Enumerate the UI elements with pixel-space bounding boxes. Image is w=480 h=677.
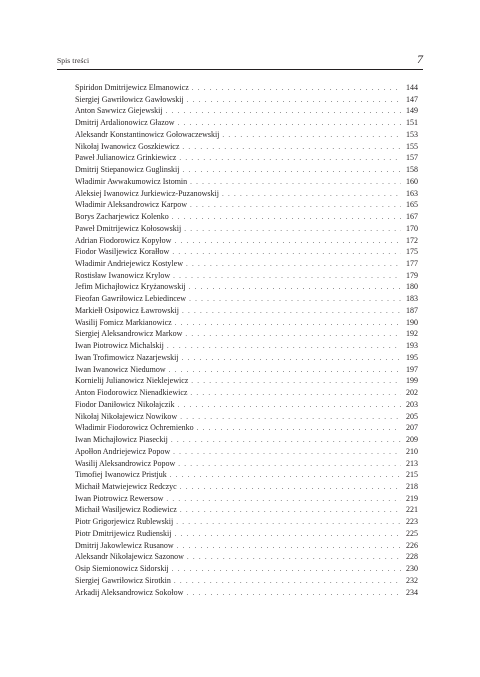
toc-entry-page: 213	[406, 458, 418, 468]
toc-entry-name: Piotr Dmitrijewicz Rudienskij	[75, 528, 172, 538]
toc-entry-page: 158	[406, 165, 418, 175]
toc-entry	[75, 516, 418, 528]
toc-entry-name: Michaił Matwiejewicz Redczyc	[75, 481, 177, 491]
dot-leader	[186, 588, 401, 600]
dot-leader	[189, 294, 401, 306]
toc-entry	[75, 481, 418, 493]
toc-entry	[75, 258, 418, 270]
toc-entry-page: 190	[406, 317, 418, 327]
toc-entry-name: Nikołaj Iwanowicz Goszkiewicz	[75, 141, 180, 151]
dot-leader	[172, 564, 401, 576]
toc-entry-name: Władimir Awwakumowicz Istomin	[75, 176, 188, 186]
toc-entry	[75, 364, 418, 376]
toc-entry-name: Iwan Iwanowicz Niedumow	[75, 364, 166, 374]
toc-entry-page: 223	[406, 517, 418, 527]
dot-leader	[182, 306, 401, 318]
toc-entry-page: 230	[406, 564, 418, 574]
dot-leader	[180, 482, 401, 494]
toc-entry-page: 218	[406, 481, 418, 491]
toc-entry	[75, 575, 418, 587]
toc-entry-name: Jefim Michajłowicz Kryżanowskij	[75, 282, 186, 292]
toc-entry	[75, 528, 418, 540]
toc-entry-name: Adrian Fiodorowicz Kopyłow	[75, 235, 172, 245]
running-header	[57, 52, 423, 68]
dot-leader	[172, 212, 401, 224]
toc-entry-page: 209	[406, 435, 418, 445]
dot-leader	[173, 271, 401, 283]
toc-entry-name: Timofiej Iwanowicz Pristjuk	[75, 470, 167, 480]
toc-entry-name: Anton Fiodorowicz Nienadkiewicz	[75, 388, 188, 398]
toc-entry	[75, 246, 418, 258]
toc-entry	[75, 446, 418, 458]
toc-entry-page: 147	[406, 94, 418, 104]
toc-entry-name: Nikołaj Nikołajewicz Nowikow	[75, 411, 178, 421]
toc-entry-page: 144	[406, 83, 418, 92]
toc-entry	[75, 152, 418, 164]
dot-leader	[180, 505, 401, 517]
toc-entry-page: 210	[406, 446, 418, 456]
dot-leader	[177, 541, 401, 553]
dot-leader	[186, 259, 401, 271]
toc-entry-name: Dmitrij Jakowlewicz Rusanow	[75, 540, 174, 550]
toc-entry	[75, 305, 418, 317]
toc-entry-page: 167	[406, 212, 418, 222]
dot-leader	[180, 412, 401, 424]
dot-leader	[182, 165, 401, 177]
dot-leader	[222, 130, 401, 142]
toc-entry-name: Kornielij Julianowicz Nieklejewicz	[75, 376, 189, 386]
dot-leader	[222, 189, 401, 201]
toc-entry	[75, 352, 418, 364]
toc-entry	[75, 328, 418, 340]
toc-entry-page: 157	[406, 153, 418, 163]
dot-leader	[185, 329, 401, 341]
toc-entry-name: Aleksandr Konstantinowicz Gołowaczewskij	[75, 129, 220, 139]
toc-entry	[75, 422, 418, 434]
toc-entry-page: 199	[406, 376, 418, 386]
dot-leader	[190, 388, 401, 400]
toc-entry-name: Władimir Andriejewicz Kostylew	[75, 259, 183, 269]
dot-leader	[166, 494, 401, 506]
dot-leader	[184, 224, 401, 236]
dot-leader	[172, 247, 401, 259]
dot-leader	[182, 142, 401, 154]
toc-entry	[75, 493, 418, 505]
toc-entry	[75, 235, 418, 247]
toc-entry	[75, 317, 418, 329]
toc-entry-page: 192	[406, 329, 418, 339]
dot-leader	[170, 470, 401, 482]
dot-leader	[174, 529, 401, 541]
toc-entry-page: 179	[406, 270, 418, 280]
dot-leader	[187, 95, 401, 107]
toc-entry	[75, 164, 418, 176]
page-number: 7	[417, 52, 423, 66]
toc-entry	[75, 105, 418, 117]
toc-entry-name: Władimir Fiodorowicz Ochremienko	[75, 423, 194, 433]
toc-entry	[75, 387, 418, 399]
toc-entry	[75, 82, 418, 94]
toc-entry-page: 183	[406, 294, 418, 304]
dot-leader	[174, 236, 401, 248]
toc-entry-page: 172	[406, 235, 418, 245]
toc-entry-name: Fiodor Wasiljewicz Korałłow	[75, 247, 170, 257]
toc-entry-name: Piotr Grigorjewicz Rublewskij	[75, 517, 174, 527]
toc-entry	[75, 94, 418, 106]
toc-entry	[75, 129, 418, 141]
toc-entry-name: Fiodor Daniłowicz Nikołajczik	[75, 399, 175, 409]
toc-entry-page: 219	[406, 493, 418, 503]
table-of-contents	[75, 82, 418, 598]
toc-entry-page: 149	[406, 106, 418, 116]
toc-entry-page: 187	[406, 305, 418, 315]
dot-leader	[171, 435, 401, 447]
dot-leader	[178, 459, 401, 471]
toc-entry-name: Aleksiej Iwanowicz Jurkiewicz-Puzanowskij	[75, 188, 219, 198]
toc-entry	[75, 469, 418, 481]
toc-entry-name: Aleksandr Nikołajewicz Sazonow	[75, 552, 184, 562]
toc-entry-name: Wasilij Aleksandrowicz Popow	[75, 458, 176, 468]
dot-leader	[190, 177, 401, 189]
toc-entry-name: Dmitrij Ardalionowicz Głazow	[75, 118, 175, 128]
toc-entry-name: Spiridon Dmitrijewicz Elmanowicz	[75, 83, 189, 92]
toc-entry	[75, 434, 418, 446]
toc-entry-name: Władimir Aleksandrowicz Karpow	[75, 200, 187, 210]
toc-entry-name: Michaił Wasiljewicz Rodiewicz	[75, 505, 177, 515]
toc-entry-page: 153	[406, 129, 418, 139]
toc-entry-page: 177	[406, 259, 418, 269]
toc-entry-name: Iwan Piotrowicz Rewersow	[75, 493, 164, 503]
dot-leader	[190, 200, 401, 212]
toc-entry-name: Wasilij Fomicz Markianowicz	[75, 317, 172, 327]
toc-entry-name: Siergiej Aleksandrowicz Markow	[75, 329, 183, 339]
toc-entry-name: Osip Siemionowicz Sidorskij	[75, 564, 169, 574]
toc-entry-page: 165	[406, 200, 418, 210]
toc-entry	[75, 199, 418, 211]
toc-entry-name: Paweł Dmitrijewicz Kołosowskij	[75, 223, 182, 233]
toc-entry-page: 215	[406, 470, 418, 480]
toc-entry-name: Fieofan Gawriłowicz Lebiedincew	[75, 294, 187, 304]
toc-entry	[75, 223, 418, 235]
toc-entry-page: 207	[406, 423, 418, 433]
header-rule	[57, 69, 423, 70]
toc-entry-name: Apołłon Andriejewicz Popow	[75, 446, 171, 456]
toc-entry	[75, 540, 418, 552]
dot-leader	[192, 83, 401, 95]
toc-entry-name: Iwan Trofimowicz Nazarjewskij	[75, 352, 179, 362]
toc-entry-page: 170	[406, 223, 418, 233]
toc-entry	[75, 176, 418, 188]
toc-entry	[75, 117, 418, 129]
toc-entry	[75, 340, 418, 352]
toc-entry-name: Iwan Piotrowicz Michalskij	[75, 341, 164, 351]
toc-entry	[75, 563, 418, 575]
toc-entry-page: 151	[406, 118, 418, 128]
toc-entry	[75, 211, 418, 223]
dot-leader	[191, 376, 401, 388]
dot-leader	[173, 447, 401, 459]
toc-entry	[75, 141, 418, 153]
toc-entry-page: 225	[406, 528, 418, 538]
dot-leader	[182, 353, 401, 365]
dot-leader	[175, 318, 401, 330]
dot-leader	[187, 552, 401, 564]
dot-leader	[197, 423, 401, 435]
toc-entry	[75, 375, 418, 387]
dot-leader	[167, 341, 401, 353]
toc-entry-page: 202	[406, 388, 418, 398]
toc-entry	[75, 587, 418, 599]
dot-leader	[174, 576, 401, 588]
toc-entry-page: 205	[406, 411, 418, 421]
toc-entry-page: 221	[406, 505, 418, 515]
toc-entry-name: Arkadij Aleksandrowicz Sokołow	[75, 587, 184, 597]
toc-entry-page: 163	[406, 188, 418, 198]
toc-entry-page: 195	[406, 352, 418, 362]
toc-entry	[75, 504, 418, 516]
dot-leader	[179, 153, 401, 165]
toc-entry-name: Siergiej Gawriłowicz Sirotkin	[75, 575, 171, 585]
toc-entry-page: 228	[406, 552, 418, 562]
toc-entry-page: 203	[406, 399, 418, 409]
dot-leader	[178, 400, 401, 412]
toc-entry-name: Siergiej Gawriłowicz Gawłowskij	[75, 94, 184, 104]
toc-entry	[75, 411, 418, 423]
toc-entry-name: Iwan Michajłowicz Piaseckij	[75, 435, 168, 445]
toc-entry-page: 160	[406, 176, 418, 186]
toc-entry-page: 234	[406, 587, 418, 597]
toc-entry-page: 232	[406, 575, 418, 585]
dot-leader	[166, 106, 401, 118]
toc-entry-page: 197	[406, 364, 418, 374]
toc-entry-page: 175	[406, 247, 418, 257]
toc-entry-name: Markiełł Osipowicz Ławrowskij	[75, 305, 179, 315]
toc-entry-page: 180	[406, 282, 418, 292]
dot-leader	[169, 365, 401, 377]
toc-entry-name: Borys Zacharjewicz Kolenko	[75, 212, 169, 222]
dot-leader	[176, 517, 401, 529]
toc-entry	[75, 293, 418, 305]
toc-entry-page: 226	[406, 540, 418, 550]
toc-entry-name: Rostisław Iwanowicz Krylow	[75, 270, 171, 280]
toc-entry-page: 193	[406, 341, 418, 351]
toc-entry-name: Anton Sawwicz Giejewskij	[75, 106, 163, 116]
toc-entry	[75, 551, 418, 563]
toc-entry-name: Paweł Julianowicz Grinkiewicz	[75, 153, 177, 163]
dot-leader	[189, 282, 401, 294]
toc-entry	[75, 281, 418, 293]
toc-entry	[75, 270, 418, 282]
toc-entry	[75, 188, 418, 200]
toc-entry	[75, 458, 418, 470]
running-header-title: Spis treści	[57, 56, 90, 65]
toc-entry-name: Dmitrij Stiepanowicz Guglinskij	[75, 165, 180, 175]
toc-entry-page: 155	[406, 141, 418, 151]
toc-entry	[75, 399, 418, 411]
